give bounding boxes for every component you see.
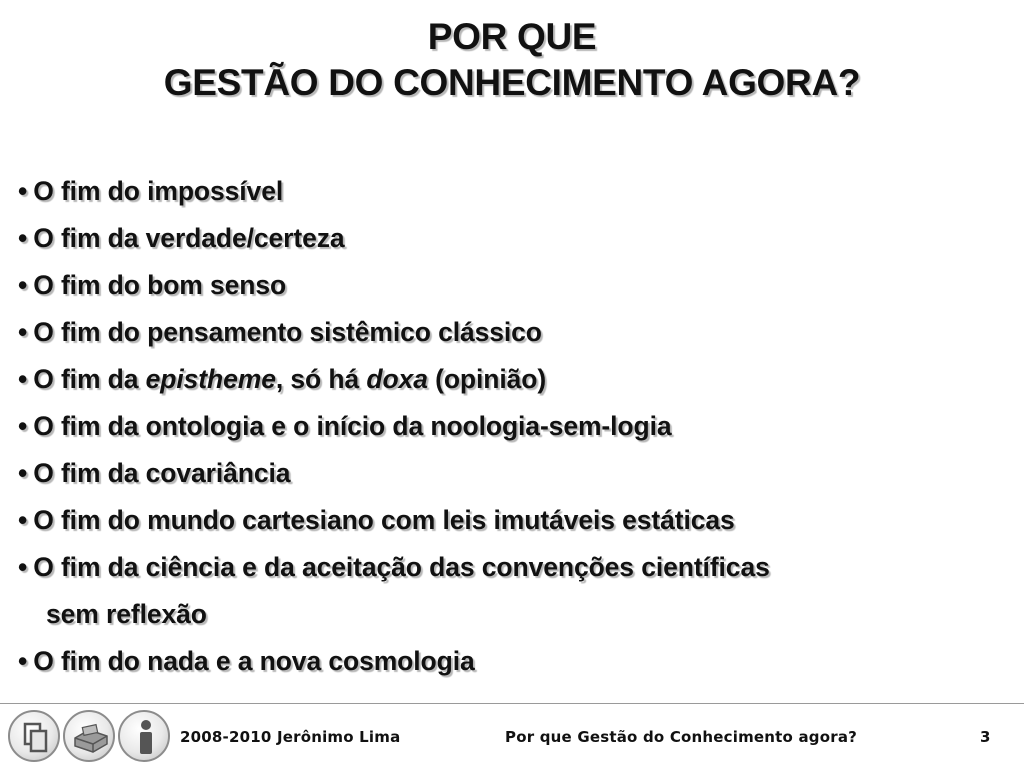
- footer-author: 2008-2010 Jerônimo Lima: [180, 728, 401, 746]
- list-item-continuation: [18, 591, 1018, 638]
- bullet-list: [18, 168, 1018, 685]
- item-text: O fim da ciência e da aceitação das convenções científicas: [33, 552, 770, 582]
- item-text-pre: O fim da: [33, 364, 146, 394]
- slide-title: [0, 14, 1024, 106]
- item-text-emphasis: epistheme: [145, 364, 276, 394]
- page-number: 3: [980, 728, 991, 746]
- list-item: • O fim do bom senso: [18, 270, 287, 300]
- list-item: • O fim do pensamento sistêmico clássico: [18, 317, 542, 347]
- copy-pages-icon[interactable]: [8, 710, 60, 762]
- item-text: O fim do mundo cartesiano com leis imutáveis estáticas: [33, 505, 735, 535]
- computer-hardware-icon[interactable]: [63, 710, 115, 762]
- item-text-post: (opinião): [427, 364, 547, 394]
- list-item: • O fim da epistheme, só há doxa (opinião): [18, 364, 547, 394]
- list-item: • O fim do impossível: [18, 176, 284, 206]
- title-line-1: POR QUE: [427, 16, 597, 57]
- list-item: • O fim da verdade/certeza: [18, 223, 345, 253]
- list-item: • O fim da covariância: [18, 458, 291, 488]
- item-text: O fim do bom senso: [33, 270, 287, 300]
- item-text: O fim da verdade/certeza: [33, 223, 345, 253]
- item-text: sem reflexão: [46, 599, 207, 629]
- item-text: O fim do nada e a nova cosmologia: [33, 646, 475, 676]
- footer-title: Por que Gestão do Conhecimento agora?: [505, 728, 858, 746]
- footer: [0, 704, 1024, 768]
- item-text: O fim do pensamento sistêmico clássico: [33, 317, 542, 347]
- item-text-mid: , só há: [275, 364, 367, 394]
- item-text: O fim do impossível: [33, 176, 284, 206]
- person-info-icon[interactable]: [118, 710, 170, 762]
- item-text-emphasis: doxa: [366, 364, 428, 394]
- list-item: • O fim do nada e a nova cosmologia: [18, 646, 475, 676]
- list-item: • O fim da ciência e da aceitação das convenções científicas: [18, 552, 770, 582]
- list-item: • O fim do mundo cartesiano com leis imutáveis estáticas: [18, 505, 735, 535]
- item-text: O fim da covariância: [33, 458, 291, 488]
- list-item: • O fim da ontologia e o início da noologia-sem-logia: [18, 411, 672, 441]
- title-line-2: GESTÃO DO CONHECIMENTO AGORA?: [163, 62, 861, 103]
- item-text: O fim da ontologia e o início da noologia-sem-logia: [33, 411, 672, 441]
